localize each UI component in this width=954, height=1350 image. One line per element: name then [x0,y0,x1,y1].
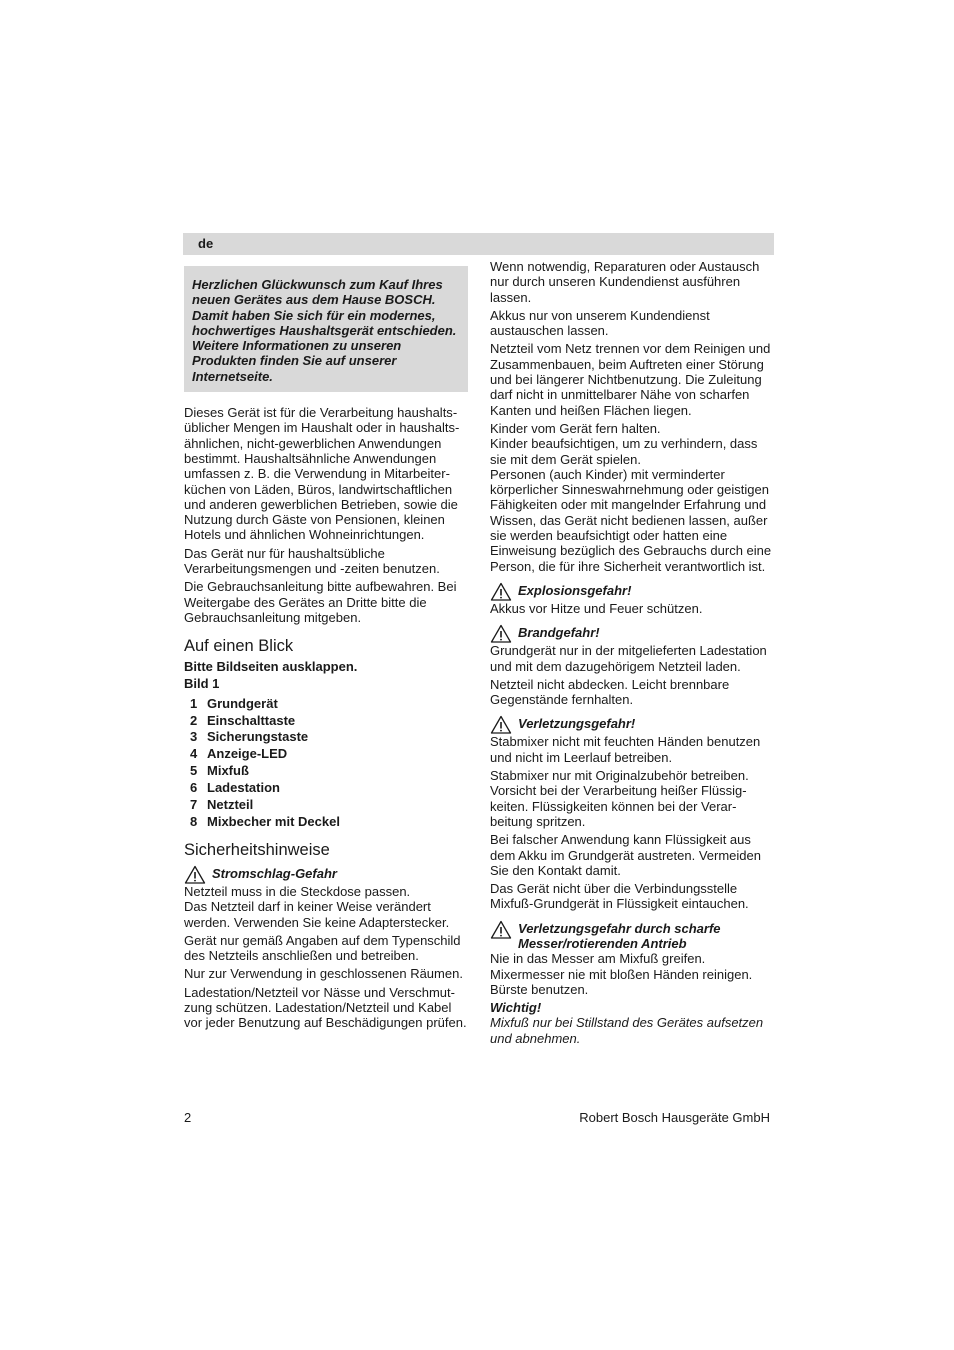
page-number: 2 [184,1110,192,1125]
warning-explosion: Explosionsgefahr! [490,583,774,601]
list-item: 7 Netzteil [190,796,254,812]
usage-limit-paragraph: Das Gerät nur für haushaltsübliche Verarbeitungsmengen und -zeiten benutzen. [184,545,440,577]
warning-triangle-icon [490,582,512,601]
safety-text: Kinder beaufsichtigen, um zu verhindern, dass sie mit dem Gerät spielen. [490,436,758,467]
warning-injury: Verletzungsgefahr! [490,716,774,734]
warning-triangle-icon [490,920,512,939]
safety-text: Das Netzteil darf in keiner Weise verändert werden. Verwenden Sie keine Adapterstecker. [184,899,450,930]
list-item: 4 Anzeige-LED [190,746,288,762]
safety-text: Grundgerät nur in der mitgelieferten Ladestation und mit dem dazugehörigem Netzteil laden. [490,643,767,674]
company-name: Robert Bosch Hausgeräte GmbH [579,1110,770,1125]
safety-heading: Sicherheitshinweise [184,840,330,859]
safety-text: Netzteil muss in die Steckdose passen. [184,883,411,899]
important-text: Mixfuß nur bei Stillstand des Gerätes aufsetzen und abnehmen. [490,1015,764,1046]
list-item: 8 Mixbecher mit Deckel [190,813,340,829]
right-column [490,259,774,1046]
language-code: de [198,236,214,251]
warning-shock: Stromschlag-Gefahr [184,866,468,884]
intro-box [184,266,468,392]
safety-text: Akkus nur von unserem Kundendienst austauschen lassen. [490,307,710,339]
safety-text: Netzteil vom Netz trennen vor dem Reinigen und Zusammenbauen, beim Auftreten einer Störung und bei längerer Nichtbenutzung. Die Zuleitung darf nicht in unmittelbarer Nähe von scharfen Kanten und heißen Flächen liegen. [490,341,771,418]
safety-text: Wenn notwendig, Reparaturen oder Austausch nur durch unseren Kundendienst ausführen lassen. [490,259,760,305]
safety-text: Bei falscher Anwendung kann Flüssigkeit aus dem Akku im Grundgerät austreten. Vermeiden Sie den Kontakt damit. [490,832,761,878]
list-item: 5 Mixfuß [190,763,249,779]
list-item: 1 Grundgerät [190,695,278,711]
safety-text: Akkus vor Hitze und Feuer schützen. [490,600,703,616]
safety-text: Ladestation/Netzteil vor Nässe und Verschmutzung schützen. Ladestation/Netzteil und Kabel vor jeder Benutzung auf Beschädigungen prüfen. [184,984,467,1031]
safety-text: Gerät nur gemäß Angaben auf dem Typenschild des Netzteils anschließen und betreiben. [184,932,461,964]
figure-label: Bild 1 [184,675,220,691]
warning-fire: Brandgefahr! [490,625,774,643]
safety-text: Netzteil nicht abdecken. Leicht brennbare Gegenstände fernhalten. [490,676,730,708]
intro-text: Herzlichen Glückwunsch zum Kauf Ihres neuen Gerätes aus dem Hause BOSCH. Damit haben Sie sich für ein modernes, hochwertiges Haushaltsgerät entschieden. Weitere Informationen zu unseren Produkten finden Sie auf unserer Internetseite. [192,277,457,384]
warning-blade: Verletzungsgefahr durch scharfe Messer/rotierenden Antrieb [490,921,774,952]
list-item: 6 Ladestation [190,780,280,796]
important-label: Wichtig! [490,1000,542,1016]
warning-triangle-icon [490,624,512,643]
warning-triangle-icon [490,715,512,734]
safety-text: Nur zur Verwendung in geschlossenen Räumen. [184,966,463,982]
left-column [184,258,468,1031]
usage-paragraph: Dieses Gerät ist für die Verarbeitung haushaltsüblicher Mengen im Haushalt oder in haushaltsähnlichen, nicht-gewerblichen Anwendungen bestimmt. Haushaltsähnliche Anwendungen umfassen z. B. die Verwendung in Mitarbeiterküchen von Läden, Büros, landwirtschaftlichen und anderen gewerblichen Betrieben, sowie die Nutzung durch Gäste von Pensionen, kleinen Hotels und ähnlichen Wohneinrichtungen. [184,405,460,543]
warning-triangle-icon [184,865,206,884]
safety-text: Stabmixer nur mit Originalzubehör betreiben. Vorsicht bei der Verarbeitung heißer Flüssigkeiten. Flüssigkeiten können bei der Verarbeitung spritzen. [490,768,749,829]
safety-text: Personen (auch Kinder) mit verminderter körperlicher Sinneswahrnehmung oder geistigen Fähigkeiten oder mit mangelnder Erfahrung und Wissen, das Gerät nicht bedienen lassen, außer sie werden beaufsichtigt oder hatten eine Einweisung bezüglich des Gebrauchs durch eine Person, die für ihre Sicherheit verantwortlich ist. [490,466,772,574]
safety-text: Nie in das Messer am Mixfuß greifen. Mixermesser nie mit bloßen Händen reinigen. Bürste benutzen. [490,951,753,997]
fold-out-note: Bitte Bildseiten ausklappen. [184,659,358,675]
list-item: 2 Einschalttaste [190,712,296,728]
safety-text: Das Gerät nicht über die Verbindungsstelle Mixfuß-Grundgerät in Flüssigkeit eintauchen. [490,881,749,912]
safety-text: Stabmixer nicht mit feuchten Händen benutzen und nicht im Leerlauf betreiben. [490,734,761,765]
parts-list [184,695,468,830]
list-item: 3 Sicherungstaste [190,729,309,745]
overview-heading: Auf einen Blick [184,637,294,656]
safety-text: Kinder vom Gerät fern halten. [490,420,661,436]
language-bar [183,233,774,255]
keep-manual-paragraph: Die Gebrauchsanleitung bitte aufbewahren. Bei Weitergabe des Gerätes an Dritte bitte die Gebrauchsanleitung mitgeben. [184,579,457,625]
